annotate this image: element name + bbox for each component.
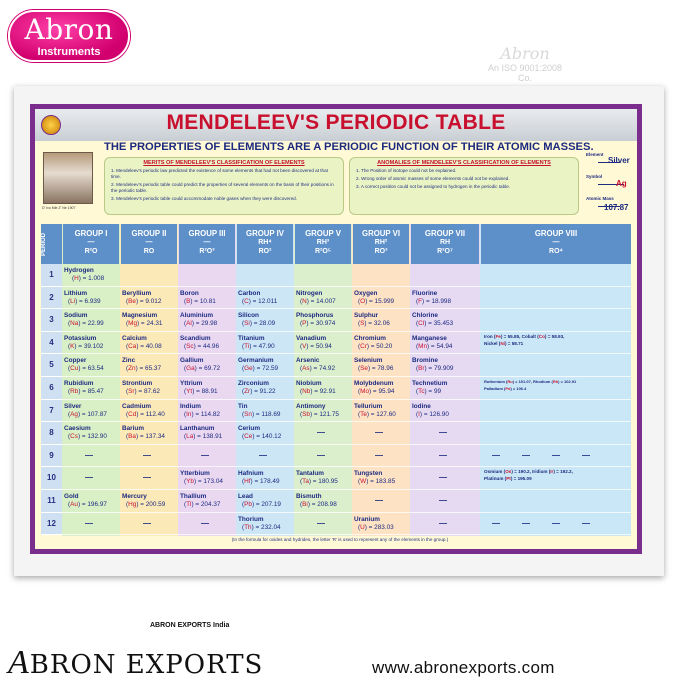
group-formula: R²O⁷	[437, 248, 453, 255]
empty-cell-dash: —	[317, 450, 325, 460]
anomalies-heading: ANOMALIES OF MENDELEEV'S CLASSIFICATION OF ELEMENTS	[377, 160, 551, 166]
element-name: Rubidium	[64, 380, 94, 387]
element-name: Hydrogen	[64, 267, 94, 274]
empty-cell-dash: —	[439, 473, 447, 483]
element-cell	[238, 516, 281, 532]
row-divider	[62, 444, 631, 445]
element-cell	[64, 267, 104, 283]
group-viii-period-6: Ruthenium (Ru) = 101.07, Rhodium (Rh) = 102.91 Palladium (Pd) = 106.4	[484, 379, 577, 391]
abron-exports-wordmark	[8, 644, 263, 682]
group-hydride: RH⁴	[258, 239, 272, 246]
element-name: Molybdenum	[354, 380, 394, 387]
period-number: 10	[41, 467, 62, 490]
element-symbol-mass: (Th) = 232.04	[242, 523, 281, 531]
element-symbol-mass: (Ba) = 137.34	[126, 433, 165, 441]
abron-instruments-logo	[8, 10, 130, 62]
element-symbol-mass: (Zr) = 91.22	[242, 388, 276, 395]
element-name: Boron	[180, 289, 199, 297]
periodic-table	[41, 224, 631, 536]
group-formula: RO	[143, 248, 155, 255]
group-header-iii	[179, 224, 235, 264]
group-name: GROUP VII	[424, 229, 466, 238]
group-hydride: RH²	[374, 239, 388, 246]
empty-cell-dash: —	[439, 450, 447, 460]
element-cell	[238, 312, 275, 328]
element-name: Germanium	[238, 357, 274, 365]
element-symbol-mass: (Ce) = 140.12	[242, 433, 282, 441]
element-name: Manganese	[412, 334, 447, 342]
element-name: Scandium	[180, 334, 211, 342]
element-cell	[354, 516, 394, 532]
period-number: 11	[41, 490, 62, 513]
element-symbol-mass: (U) = 283.03	[358, 523, 394, 531]
element-cell	[122, 290, 161, 306]
element-cell	[122, 403, 165, 419]
empty-cell-dash: —	[317, 428, 325, 438]
row-divider	[62, 286, 631, 287]
empty-cell-dash: —	[439, 518, 447, 528]
element-symbol-mass: (Si) = 28.09	[242, 320, 276, 328]
element-cell	[122, 380, 160, 396]
empty-cell-dash: —	[439, 496, 447, 505]
element-symbol-mass: (Ti) = 47.90	[242, 342, 275, 350]
element-name: Indium	[180, 402, 201, 410]
element-cell	[180, 403, 220, 419]
element-cell	[354, 380, 394, 396]
brand-rest: BRON EXPORTS	[29, 650, 264, 680]
element-cell	[122, 335, 162, 351]
empty-cell-dash: —	[85, 450, 93, 460]
element-cell	[238, 335, 275, 351]
element-cell	[64, 425, 107, 441]
group-name: GROUP IV	[246, 229, 284, 238]
website-url: www.abronexports.com	[372, 658, 555, 677]
empty-cell-dash: —	[375, 496, 383, 505]
group-name: GROUP III	[188, 229, 226, 238]
logo-name: Abron	[24, 13, 114, 46]
element-cell	[354, 357, 393, 373]
element-cell	[180, 357, 220, 373]
element-cell	[180, 380, 218, 396]
group-header-v	[295, 224, 351, 264]
element-symbol-mass: (I) = 126.90	[416, 410, 449, 418]
element-cell	[64, 493, 107, 509]
group-hydride: RH	[439, 239, 451, 246]
element-name: Magnesium	[122, 312, 158, 320]
element-symbol-mass: (Ta) = 180.95	[300, 478, 338, 486]
anomalies-item: 2. Wrong order of atomic masses of some elements could not be explained.	[356, 176, 510, 181]
element-cell	[64, 312, 104, 328]
period-number: 7	[41, 400, 62, 423]
legend-mass-label: Atomic Mass	[586, 196, 614, 201]
element-name: Hafnium	[238, 470, 264, 478]
element-name: Silver	[64, 402, 82, 410]
element-symbol-mass: (Zn) = 65.37	[126, 365, 162, 373]
merits-heading: MERITS OF MENDELEEV'S CLASSIFICATION OF ELEMENTS	[143, 160, 305, 166]
element-symbol-mass: (Rb) = 85.47	[68, 388, 104, 395]
anomalies-item: 1. The Position of isotope could not be explained.	[356, 168, 457, 173]
group-formula: R²O³	[199, 248, 215, 255]
element-symbol-mass: (Bi) = 208.98	[300, 501, 337, 508]
empty-cell-dash: —	[143, 450, 151, 460]
chart-subtitle: THE PROPERTIES OF ELEMENTS ARE A PERIODIC FUNCTION OF THEIR ATOMIC MASSES.	[104, 141, 594, 153]
element-cell	[122, 312, 162, 328]
element-name: Thorium	[238, 515, 264, 523]
formula-footnote: (In the formula for oxides and hydrides, the letter 'R' is used to represent any of the elements in the group.)	[231, 537, 449, 542]
element-symbol-mass: (In) = 114.82	[184, 410, 220, 418]
group-formula: R²O⁵	[314, 248, 332, 255]
legend-symbol-label: Symbol	[586, 174, 603, 179]
element-cell	[354, 403, 396, 419]
element-cell	[296, 312, 335, 328]
element-symbol-mass: (Yb) = 173.04	[184, 478, 223, 486]
group-header-viii	[481, 224, 631, 264]
element-symbol-mass: (W) = 183.85	[358, 478, 396, 486]
element-name: Tungsten	[354, 470, 383, 478]
element-symbol-mass: (Te) = 127.60	[358, 410, 396, 418]
element-name: Sodium	[64, 312, 88, 320]
period-number: 5	[41, 354, 62, 377]
group-viii-period-4: Iron (Fe) = 55.85, Cobalt (Co) = 58.93, Nickel (Ni) = 58.71	[484, 334, 565, 346]
element-name: Iodine	[412, 402, 431, 410]
element-symbol-mass: (F) = 18.998	[416, 297, 452, 305]
element-name: Ytterbium	[180, 470, 210, 478]
merits-box	[104, 157, 344, 215]
group-formula: RO⁴	[549, 248, 563, 255]
element-cell	[296, 335, 332, 351]
empty-cell-dash: —	[317, 518, 325, 528]
anomalies-item: 3. A correct position could not be assigned to hydrogen in the periodic table.	[356, 184, 510, 189]
element-cell	[238, 290, 277, 306]
element-symbol-mass: (Hf) = 178.49	[242, 478, 280, 486]
element-name: Potassium	[64, 334, 97, 342]
element-name: Lithium	[64, 289, 88, 297]
element-cell	[354, 335, 392, 351]
element-cell	[122, 425, 165, 441]
element-symbol-mass: (C) = 12.011	[242, 297, 278, 305]
anomalies-box	[349, 157, 579, 215]
element-symbol-mass: (Cs) = 132.90	[68, 433, 107, 441]
element-cell	[412, 357, 454, 373]
element-cell	[412, 335, 452, 351]
empty-cell-dash: —	[201, 518, 209, 528]
element-symbol-mass: (Yt) = 88.91	[184, 388, 218, 395]
row-divider	[62, 534, 631, 535]
element-name: Yttrium	[180, 380, 203, 387]
group-formula: RO³	[374, 248, 388, 255]
empty-cell-dash: —	[439, 428, 447, 438]
element-name: Lead	[238, 493, 253, 500]
empty-cell-dash: —	[201, 450, 209, 460]
element-name: Calcium	[122, 334, 147, 342]
period-number: 9	[41, 445, 62, 468]
element-cell	[238, 425, 281, 441]
element-symbol-mass: (Mn) = 54.94	[416, 342, 453, 350]
element-cell	[412, 403, 449, 419]
element-cell	[296, 380, 336, 396]
watermark-name: Abron	[500, 44, 550, 63]
legend-symbol-value: Ag	[616, 179, 627, 188]
element-cell	[238, 493, 281, 509]
element-symbol-mass: (Cr) = 50.20	[358, 342, 393, 350]
element-name: Antimony	[296, 402, 326, 410]
group-header-iv	[237, 224, 293, 264]
period-number: 3	[41, 309, 62, 332]
group-header-vi	[353, 224, 409, 264]
element-symbol-mass: (Sr) = 87.62	[126, 388, 160, 395]
element-cell	[354, 470, 395, 486]
element-name: Aluminium	[180, 312, 214, 320]
element-cell	[122, 357, 161, 373]
group-hydride: RH³	[316, 239, 330, 246]
empty-cell-dash: ————	[492, 518, 612, 528]
element-symbol-mass: (N) = 14.007	[300, 297, 336, 305]
empty-cell-dash: ————	[492, 450, 612, 460]
element-name: Cerium	[238, 425, 261, 433]
element-cell	[238, 403, 280, 419]
element-symbol-mass: (K) = 39.102	[68, 342, 104, 350]
element-name: Vanadium	[296, 334, 327, 342]
element-cell	[296, 357, 335, 373]
legend-element-label: Element	[586, 152, 604, 157]
element-cell	[296, 290, 336, 306]
element-symbol-mass: (Ag) = 107.87	[68, 410, 107, 418]
group-dash: —	[552, 239, 560, 246]
element-name: Oxygen	[354, 289, 378, 297]
element-cell	[238, 470, 280, 486]
period-number: 2	[41, 287, 62, 310]
period-number: 8	[41, 422, 62, 445]
period-number: 4	[41, 332, 62, 355]
element-symbol-mass: (Mg) = 24.31	[126, 320, 163, 328]
group-name: GROUP I	[74, 229, 108, 238]
group-name: GROUP VI	[362, 229, 400, 238]
element-cell	[180, 312, 217, 328]
empty-cell-dash: —	[143, 473, 151, 483]
mendeleev-portrait	[43, 152, 93, 204]
element-symbol-mass: (V) = 50.94	[300, 342, 332, 350]
brand-initial: A	[8, 644, 30, 681]
empty-cell-dash: —	[375, 428, 383, 438]
element-name: Zirconium	[238, 380, 269, 387]
empty-cell-dash: —	[85, 518, 93, 528]
element-name: Titanium	[238, 334, 265, 342]
element-symbol-mass: (Sc) = 44.96	[184, 342, 220, 350]
element-name: Bismuth	[296, 493, 322, 500]
watermark-logo	[480, 44, 570, 84]
element-symbol-mass: (Mo) = 95.94	[358, 388, 395, 395]
element-name: Gallium	[180, 357, 204, 365]
element-name: Copper	[64, 357, 87, 365]
group-header-vii	[411, 224, 479, 264]
row-divider	[62, 399, 631, 400]
element-symbol-mass: (Li) = 6.939	[68, 297, 101, 305]
element-cell	[354, 290, 394, 306]
element-symbol-mass: (Pb) = 207.19	[242, 501, 281, 508]
element-name: Carbon	[238, 289, 261, 297]
element-name: Selenium	[354, 357, 383, 365]
merits-item: 3. Mendeleev's periodic table could accommodate noble gases when they were discovered.	[111, 196, 298, 201]
period-number: 12	[41, 513, 62, 536]
element-symbol-mass: (Sb) = 121.75	[300, 410, 339, 418]
merits-item: 1. Mendeleev's periodic law predicted the existence of some elements that had not been discovered at that time.	[111, 168, 328, 179]
empty-cell-dash: —	[143, 518, 151, 528]
group-name: GROUP V	[305, 229, 341, 238]
element-name: Silicon	[238, 312, 259, 320]
element-symbol-mass: (Tl) = 204.37	[184, 501, 221, 508]
element-name: Gold	[64, 493, 79, 500]
element-name: Caesium	[64, 425, 91, 433]
element-name: Lanthanum	[180, 425, 215, 433]
element-name: Tellurium	[354, 402, 383, 410]
row-divider	[62, 376, 631, 377]
row-divider	[62, 512, 631, 513]
element-cell	[64, 380, 104, 396]
element-cell	[180, 290, 216, 306]
element-cell	[296, 470, 338, 486]
element-symbol-mass: (Br) = 79.909	[416, 365, 454, 373]
element-key-legend	[586, 150, 634, 216]
element-cell	[180, 493, 220, 509]
element-cell	[122, 493, 165, 509]
element-name: Tantalum	[296, 470, 324, 478]
group-header-ii	[121, 224, 177, 264]
empty-cell-dash: —	[259, 450, 267, 460]
row-divider	[62, 489, 631, 490]
element-name: Mercury	[122, 493, 147, 500]
element-name: Zinc	[122, 357, 136, 365]
group-dash: —	[145, 239, 153, 246]
element-cell	[412, 380, 447, 396]
row-divider	[62, 331, 631, 332]
period-number: 1	[41, 264, 62, 287]
watermark-cert: An ISO 9001:2008 Co.	[487, 63, 563, 83]
element-cell	[412, 290, 451, 306]
element-name: Fluorine	[412, 289, 438, 297]
element-symbol-mass: (Cd) = 112.40	[126, 410, 165, 418]
element-symbol-mass: (Nb) = 92.91	[300, 388, 336, 395]
group-name: GROUP VIII	[534, 229, 578, 238]
element-cell	[296, 493, 337, 509]
portrait-caption: D' Ivo Mle Z' Ne 1907	[42, 206, 76, 210]
element-name: Chromium	[354, 334, 386, 342]
logo-sub: Instruments	[37, 46, 101, 58]
element-name: Thallium	[180, 493, 207, 500]
empty-cell-dash: —	[375, 450, 383, 460]
row-divider	[62, 353, 631, 354]
element-symbol-mass: (Ga) = 69.72	[184, 365, 221, 373]
merits-item: 2. Mendeleev's periodic table could predict the properties of several elements on the basis of their positions in the periodic table.	[111, 182, 334, 193]
element-name: Bromine	[412, 357, 438, 365]
element-name: Chlorine	[412, 312, 438, 320]
element-symbol-mass: (Be) = 9.012	[126, 297, 162, 305]
empty-cell-dash: —	[85, 473, 93, 483]
element-cell	[64, 357, 104, 373]
element-name: Sulphur	[354, 312, 379, 320]
element-symbol-mass: (As) = 74.92	[300, 365, 336, 373]
element-cell	[238, 380, 276, 396]
element-symbol-mass: (P) = 30.974	[300, 320, 336, 328]
group-dash: —	[87, 239, 95, 246]
element-symbol-mass: (Au) = 196.97	[68, 501, 107, 508]
row-divider	[62, 421, 631, 422]
element-cell	[64, 290, 101, 306]
element-name: Tin	[238, 402, 248, 410]
element-symbol-mass: (H) = 1.008	[72, 275, 105, 282]
period-header: PERIOD	[41, 224, 62, 264]
element-name: Uranium	[354, 515, 380, 523]
group-dash: —	[203, 239, 211, 246]
row-divider	[62, 308, 631, 309]
element-name: Cadmium	[122, 402, 152, 410]
element-symbol-mass: (Hg) = 200.59	[126, 501, 166, 508]
element-symbol-mass: (Se) = 78.96	[358, 365, 394, 373]
exports-caption: ABRON EXPORTS India	[150, 622, 230, 629]
element-cell	[180, 335, 219, 351]
element-symbol-mass: (Cl) = 35.453	[416, 320, 454, 328]
period-number: 6	[41, 377, 62, 400]
element-symbol-mass: (Tc) = 99	[416, 388, 442, 395]
element-symbol-mass: (La) = 138.91	[184, 433, 223, 441]
element-cell	[296, 403, 339, 419]
element-symbol-mass: (O) = 15.999	[358, 297, 395, 305]
element-name: Niobium	[296, 380, 322, 387]
element-symbol-mass: (Ca) = 40.08	[126, 342, 162, 350]
element-cell	[238, 357, 278, 373]
element-symbol-mass: (S) = 32.06	[358, 320, 390, 328]
element-symbol-mass: (Al) = 29.98	[184, 320, 218, 328]
element-symbol-mass: (B) = 10.81	[184, 297, 216, 305]
group-header-i	[63, 224, 119, 264]
element-symbol-mass: (Ge) = 72.59	[242, 365, 279, 373]
element-cell	[64, 403, 107, 419]
element-cell	[64, 335, 103, 351]
element-name: Barium	[122, 425, 145, 433]
element-cell	[180, 470, 223, 486]
element-name: Strontium	[122, 380, 153, 387]
group-formula: R²O	[84, 248, 98, 255]
legend-mass-value: 107.87	[604, 203, 629, 212]
element-symbol-mass: (Cu) = 63.54	[68, 365, 104, 373]
element-cell	[412, 312, 453, 328]
chart-title: MENDELEEV'S PERIODIC TABLE	[166, 111, 506, 134]
group-formula: RO²	[258, 248, 272, 255]
element-name: Beryllium	[122, 289, 152, 297]
element-cell	[354, 312, 390, 328]
group-viii-period-10: Osmium (Os) = 190.2, Iridium (Ir) = 192.2, Platinum (Pt) = 195.09	[484, 469, 573, 481]
row-divider	[62, 466, 631, 467]
group-name: GROUP II	[131, 229, 167, 238]
element-name: Technetium	[412, 380, 448, 387]
element-symbol-mass: (Sn) = 118.69	[242, 410, 281, 418]
legend-element-value: Silver	[608, 156, 630, 165]
element-symbol-mass: (Na) = 22.99	[68, 320, 104, 328]
element-name: Phosphorus	[296, 312, 334, 320]
element-name: Nitrogen	[296, 289, 323, 297]
element-cell	[180, 425, 222, 441]
element-name: Arsenic	[296, 357, 320, 365]
